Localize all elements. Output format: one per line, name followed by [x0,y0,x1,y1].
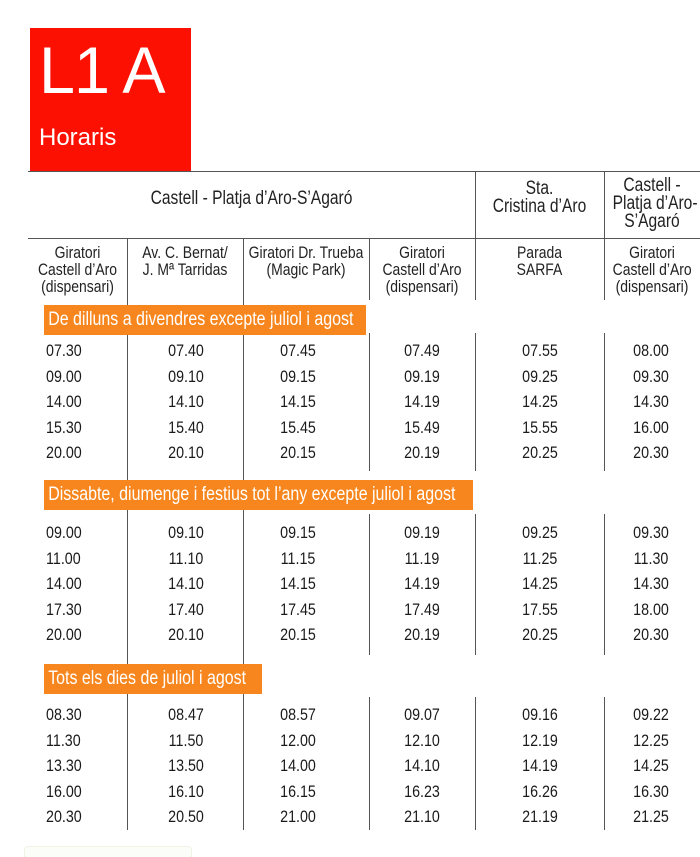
section-band-weekdays [44,305,366,335]
time-cell: 11.19 [404,548,440,568]
route-header-cristina: Sta. Cristina d’Aro [492,178,587,217]
time-cell: 14.10 [168,574,204,594]
time-cell: 21.25 [633,807,669,827]
time-cell: 11.00 [46,548,81,568]
time-cell: 14.00 [280,756,316,776]
column-divider [475,333,476,471]
time-cell: 08.00 [633,341,669,360]
time-cell: 17.49 [404,599,440,619]
route-header-return: Castell - Platja d’Aro- S’Agaró [612,175,698,232]
time-cell: 12.19 [522,730,558,750]
column-divider [604,697,605,830]
time-cell: 16.30 [633,781,669,801]
time-cell: 14.19 [404,392,440,412]
time-cell: 20.15 [280,625,316,645]
section-band-weekends [44,480,473,510]
time-cell: 15.49 [404,417,440,437]
time-cell: 09.00 [46,366,82,386]
time-cell: 08.30 [46,705,82,724]
time-cell: 20.30 [633,625,669,645]
time-cell: 09.15 [280,523,316,542]
time-cell: 20.15 [280,443,316,463]
column-divider [604,333,605,471]
column-divider [604,238,605,300]
stop-header-1: Giratori Castell d’Aro (dispensari) [37,243,118,296]
time-cell: 09.30 [633,523,669,542]
column-divider [604,514,605,655]
time-cell: 09.10 [168,366,204,386]
time-cell: 11.50 [168,730,204,750]
time-cell: 09.10 [168,523,204,542]
time-cell: 20.10 [168,443,204,463]
route-header-main: Castell - Platja d’Aro-S’Agaró [150,188,353,209]
time-cell: 11.10 [168,548,204,568]
time-cell: 09.25 [522,366,558,386]
time-cell: 14.15 [280,392,316,412]
time-cell: 15.45 [280,417,316,437]
time-cell: 11.25 [522,548,558,568]
time-cell: 20.25 [522,443,558,463]
time-cell: 09.15 [280,366,316,386]
time-cell: 07.40 [168,341,204,360]
time-cell: 14.30 [633,392,669,412]
time-cell: 16.00 [633,417,669,437]
time-cell: 14.00 [46,574,82,594]
column-divider [475,514,476,655]
time-cell: 07.30 [46,341,82,360]
time-cell: 17.30 [46,599,82,619]
time-cell: 08.57 [280,705,316,724]
time-cell: 17.55 [522,599,558,619]
time-cell: 09.07 [404,705,440,724]
time-cell: 09.25 [522,523,558,542]
time-cell: 14.19 [522,756,558,776]
stop-header-4: Giratori Castell d’Aro (dispensari) [382,243,462,296]
time-cell: 12.00 [280,730,316,750]
time-cell: 18.00 [633,599,669,619]
time-cell: 13.30 [46,756,82,776]
time-cell: 09.19 [404,366,440,386]
time-cell: 21.19 [522,807,558,827]
time-cell: 14.25 [522,574,558,594]
time-cell: 11.30 [633,548,669,568]
time-cell: 11.30 [46,730,81,750]
column-divider [604,171,605,238]
time-cell: 09.22 [633,705,669,724]
time-cell: 20.19 [404,625,440,645]
section-label: Tots els dies de juliol i agost [48,668,247,689]
time-cell: 16.23 [404,781,440,801]
time-cell: 14.10 [168,392,204,412]
time-cell: 14.00 [46,392,82,412]
time-cell: 20.10 [168,625,204,645]
header-rule [28,238,700,239]
time-cell: 20.19 [404,443,440,463]
time-cell: 21.10 [404,807,440,827]
line-number: L1 A [39,33,165,107]
section-label: Dissabte, diumenge i festius tot l’any excepte juliol i agost [48,484,456,505]
time-cell: 17.40 [168,599,204,619]
time-cell: 14.10 [404,756,440,776]
stop-header-6: Giratori Castell d’Aro (dispensari) [612,243,692,296]
time-cell: 16.15 [280,781,316,801]
time-cell: 14.30 [633,574,669,594]
time-cell: 07.55 [522,341,558,360]
column-divider [475,697,476,830]
time-cell: 17.45 [280,599,316,619]
time-cell: 13.50 [168,756,204,776]
time-cell: 20.25 [522,625,558,645]
time-cell: 16.10 [168,781,204,801]
time-cell: 20.00 [46,625,82,645]
stop-header-3: Giratori Dr. Trueba (Magic Park) [248,243,364,279]
time-cell: 14.15 [280,574,316,594]
time-cell: 15.40 [168,417,204,437]
time-cell: 09.30 [633,366,669,386]
time-cell: 20.00 [46,443,82,463]
line-badge [30,28,191,171]
time-cell: 12.10 [404,730,440,750]
section-band-summer [44,664,262,694]
time-cell: 16.00 [46,781,82,801]
table-top-rule [28,171,700,172]
time-cell: 07.45 [280,341,316,360]
time-cell: 09.19 [404,523,440,542]
column-divider [475,171,476,238]
time-cell: 14.19 [404,574,440,594]
time-cell: 09.00 [46,523,82,542]
time-cell: 14.25 [522,392,558,412]
time-cell: 15.30 [46,417,82,437]
column-divider [369,238,370,300]
time-cell: 07.49 [404,341,440,360]
footer-box [24,846,192,857]
time-cell: 16.26 [522,781,558,801]
time-cell: 09.16 [522,705,558,724]
stop-header-5: Parada SARFA [516,243,563,279]
stop-header-2: Av. C. Bernat/ J. Mª Tarridas [142,243,228,279]
column-divider [475,238,476,300]
time-cell: 14.25 [633,756,669,776]
column-divider [369,697,370,830]
schedule-label: Horaris [39,124,117,151]
time-cell: 15.55 [522,417,558,437]
time-cell: 20.50 [168,807,204,827]
time-cell: 21.00 [280,807,316,827]
time-cell: 20.30 [46,807,82,827]
time-cell: 20.30 [633,443,669,463]
column-divider [369,333,370,471]
time-cell: 08.47 [168,705,204,724]
section-label: De dilluns a divendres excepte juliol i agost [48,309,354,330]
column-divider [369,514,370,655]
time-cell: 11.15 [280,548,316,568]
time-cell: 12.25 [633,730,669,750]
